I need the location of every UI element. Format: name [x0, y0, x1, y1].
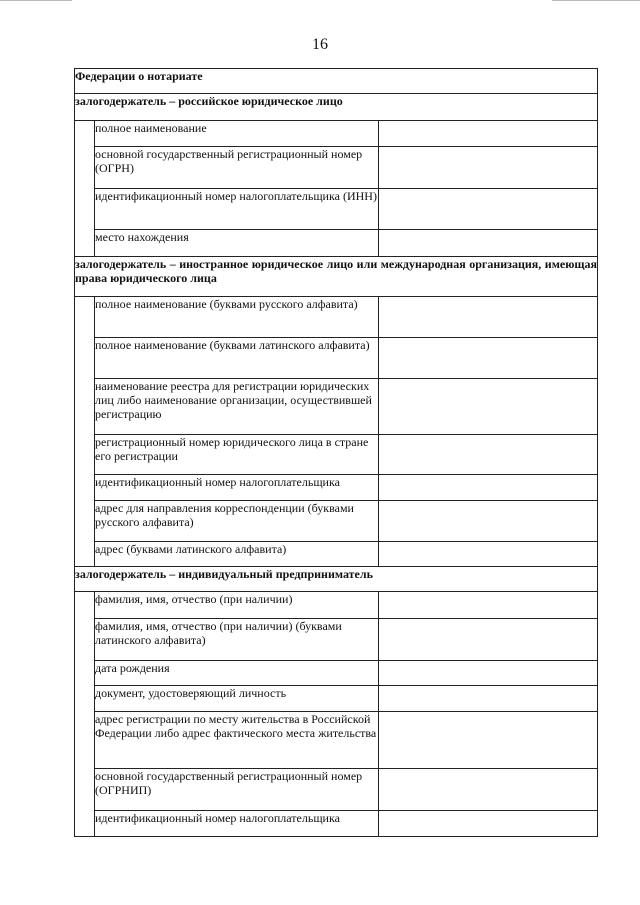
- table-row: [75, 501, 598, 542]
- field-label: адрес для направления корреспонденции (буквами русского алфавита): [95, 501, 379, 542]
- field-value: [379, 712, 598, 769]
- table-row: [75, 592, 598, 619]
- table-row: [75, 811, 598, 837]
- table-row: [75, 542, 598, 567]
- table-row: [75, 189, 598, 230]
- indent-cell: [75, 121, 95, 257]
- field-label: фамилия, имя, отчество (при наличии): [95, 592, 379, 619]
- table-row: [75, 769, 598, 811]
- field-label: наименование реестра для регистрации юридических лиц либо наименование организации, осуществившей регистрацию: [95, 379, 379, 435]
- field-label: идентификационный номер налогоплательщика: [95, 811, 379, 837]
- field-value: [379, 338, 598, 379]
- field-value: [379, 619, 598, 661]
- field-label: идентификационный номер налогоплательщика: [95, 475, 379, 501]
- scan-edge-left: [0, 0, 72, 1]
- field-label: идентификационный номер налогоплательщика (ИНН): [95, 189, 379, 230]
- section-header-row: [75, 69, 598, 94]
- section-header-row: [75, 567, 598, 592]
- table-row: [75, 121, 598, 147]
- field-label: документ, удостоверяющий личность: [95, 686, 379, 712]
- field-label: место нахождения: [95, 230, 379, 257]
- indent-cell: [75, 592, 95, 837]
- field-label: фамилия, имя, отчество (при наличии) (буквами латинского алфавита): [95, 619, 379, 661]
- section-header-row: [75, 257, 598, 297]
- section-header-row: [75, 94, 598, 121]
- field-label: основной государственный регистрационный номер (ОГРНИП): [95, 769, 379, 811]
- table-row: [75, 686, 598, 712]
- field-value: [379, 379, 598, 435]
- scan-edge-right: [552, 0, 640, 1]
- field-value: [379, 811, 598, 837]
- field-value: [379, 769, 598, 811]
- table-row: [75, 619, 598, 661]
- table-row: [75, 338, 598, 379]
- table-row: [75, 147, 598, 189]
- field-value: [379, 435, 598, 475]
- field-value: [379, 121, 598, 147]
- form-table: [74, 68, 598, 837]
- field-label: основной государственный регистрационный номер (ОГРН): [95, 147, 379, 189]
- field-value: [379, 542, 598, 567]
- field-value: [379, 686, 598, 712]
- page-number: 16: [312, 36, 328, 53]
- section-title: залогодержатель – индивидуальный предприниматель: [75, 567, 598, 592]
- table-row: [75, 379, 598, 435]
- field-value: [379, 475, 598, 501]
- field-value: [379, 189, 598, 230]
- field-label: адрес регистрации по месту жительства в Российской Федерации либо адрес фактического места жительства: [95, 712, 379, 769]
- indent-cell: [75, 297, 95, 567]
- section-title: Федерации о нотариате: [75, 69, 598, 94]
- field-label: полное наименование (буквами латинского алфавита): [95, 338, 379, 379]
- field-label: дата рождения: [95, 661, 379, 686]
- field-label: регистрационный номер юридического лица в стране его регистрации: [95, 435, 379, 475]
- section-title: залогодержатель – российское юридическое лицо: [75, 94, 598, 121]
- table-row: [75, 297, 598, 338]
- field-value: [379, 592, 598, 619]
- field-label: адрес (буквами латинского алфавита): [95, 542, 379, 567]
- field-value: [379, 147, 598, 189]
- table-row: [75, 230, 598, 257]
- section-title: залогодержатель – иностранное юридическое лицо или международная организация, имеющая права юридического лица: [75, 257, 598, 297]
- table-row: [75, 712, 598, 769]
- table-row: [75, 475, 598, 501]
- field-label: полное наименование: [95, 121, 379, 147]
- table-row: [75, 661, 598, 686]
- table-row: [75, 435, 598, 475]
- field-label: полное наименование (буквами русского алфавита): [95, 297, 379, 338]
- field-value: [379, 230, 598, 257]
- field-value: [379, 297, 598, 338]
- field-value: [379, 661, 598, 686]
- field-value: [379, 501, 598, 542]
